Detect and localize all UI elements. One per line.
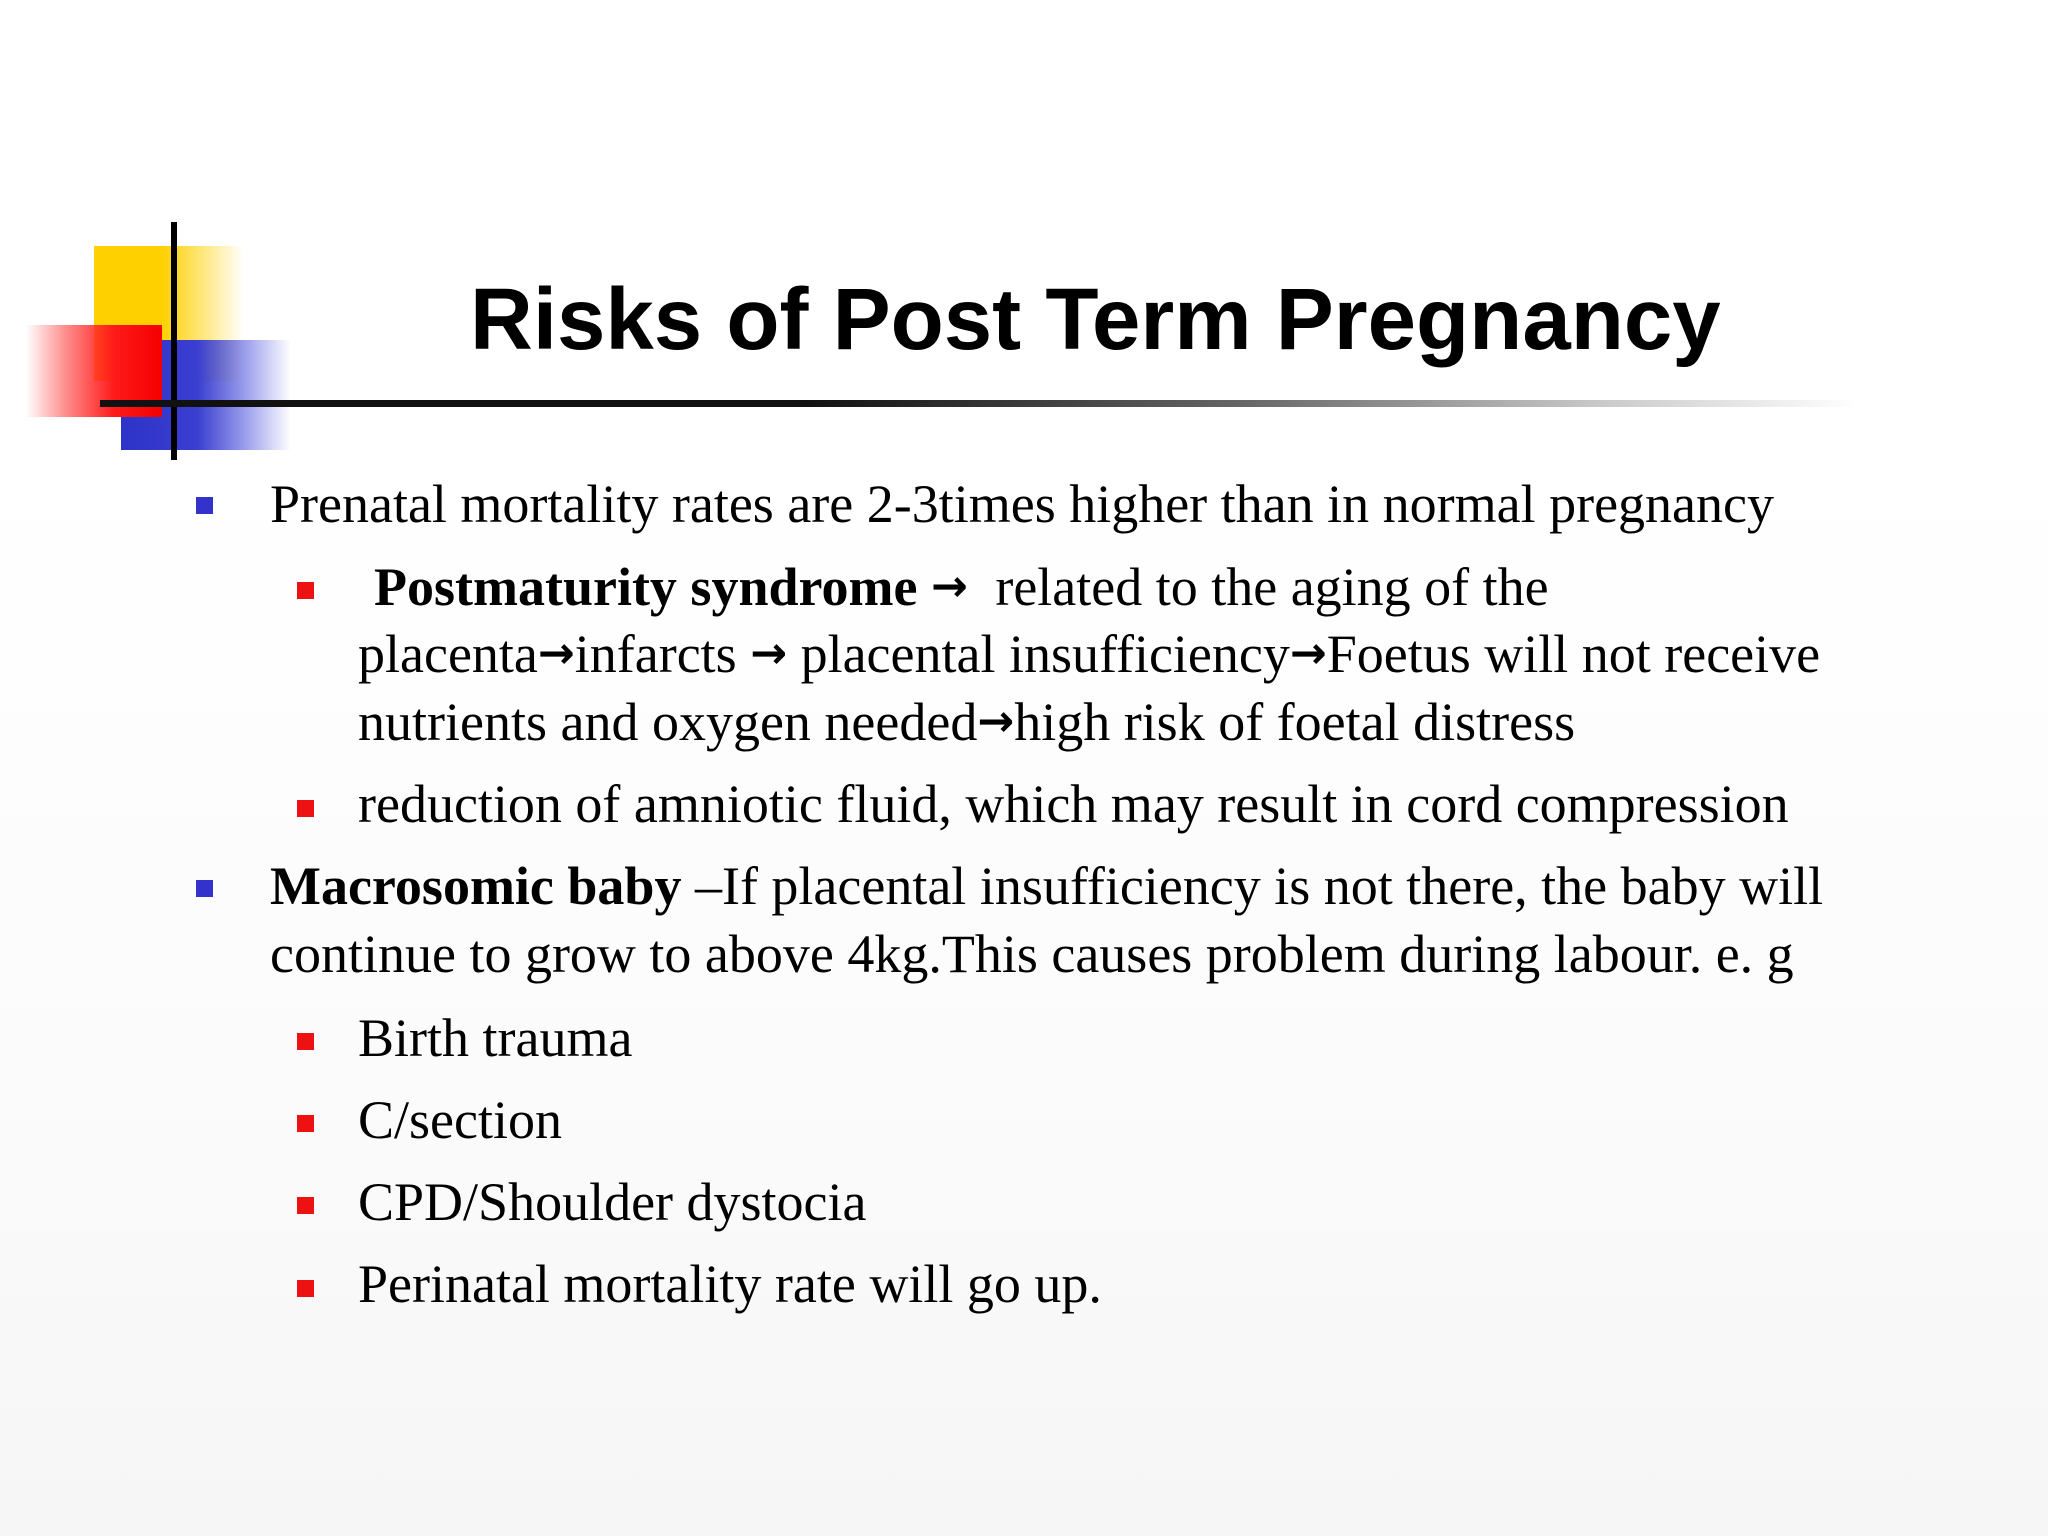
bullet-text: continue to grow to above 4kg.This causes problem during labour. e. g: [270, 924, 1794, 984]
square-bullet-icon: [297, 582, 314, 599]
bullet-prenatal-mortality: [270, 470, 1774, 538]
decorative-vertical-line: [171, 222, 177, 460]
bullet-text: reduction of amniotic fluid, which may result in cord compression: [358, 774, 1789, 834]
right-arrow-icon: →: [930, 561, 968, 612]
bullet-text: Foetus will not receive: [1326, 624, 1821, 684]
right-arrow-icon: →: [1289, 628, 1327, 679]
bold-term: Macrosomic baby: [270, 856, 682, 916]
bullet-text: Perinatal mortality rate will go up.: [358, 1254, 1102, 1314]
bullet-text: CPD/Shoulder dystocia: [358, 1172, 867, 1232]
square-bullet-icon: [297, 800, 314, 817]
bullet-perinatal-mortality: [358, 1250, 1102, 1318]
title-underline: [100, 400, 1860, 407]
bullet-text: infarcts: [574, 624, 737, 684]
square-bullet-icon: [297, 1115, 314, 1132]
bullet-amniotic-fluid: [358, 770, 1789, 838]
square-bullet-icon: [297, 1197, 314, 1214]
bullet-text: high risk of foetal distress: [1014, 692, 1576, 752]
square-bullet-icon: [297, 1033, 314, 1050]
right-arrow-icon: →: [537, 628, 575, 679]
square-bullet-icon: [196, 497, 213, 514]
square-bullet-icon: [196, 880, 213, 897]
bullet-postmaturity-syndrome-line1: [374, 553, 1549, 625]
bullet-text: placenta: [358, 624, 538, 684]
bold-term: Postmaturity syndrome: [374, 557, 918, 617]
bullet-text: –If placental insufficiency is not there, the baby will: [694, 856, 1824, 916]
bullet-macrosomic-baby-line2: [270, 920, 1794, 988]
slide-title: Risks of Post Term Pregnancy: [470, 271, 1721, 368]
bullet-text: nutrients and oxygen needed: [358, 692, 978, 752]
bullet-text: placental insufficiency: [800, 624, 1290, 684]
bullet-text: related to the aging of the: [995, 557, 1549, 617]
bullet-postmaturity-syndrome-line3: [358, 688, 1575, 760]
bullet-macrosomic-baby-line1: [270, 852, 1823, 920]
square-bullet-icon: [297, 1280, 314, 1297]
bullet-c-section: [358, 1086, 562, 1154]
bullet-text: Birth trauma: [358, 1008, 633, 1068]
bullet-postmaturity-syndrome-line2: [358, 620, 1820, 692]
bullet-text: Prenatal mortality rates are 2-3times higher than in normal pregnancy: [270, 474, 1774, 534]
right-arrow-icon: →: [750, 628, 788, 679]
right-arrow-icon: →: [977, 696, 1015, 747]
bullet-birth-trauma: [358, 1004, 632, 1072]
bullet-text: C/section: [358, 1090, 562, 1150]
bullet-cpd-shoulder-dystocia: [358, 1168, 867, 1236]
